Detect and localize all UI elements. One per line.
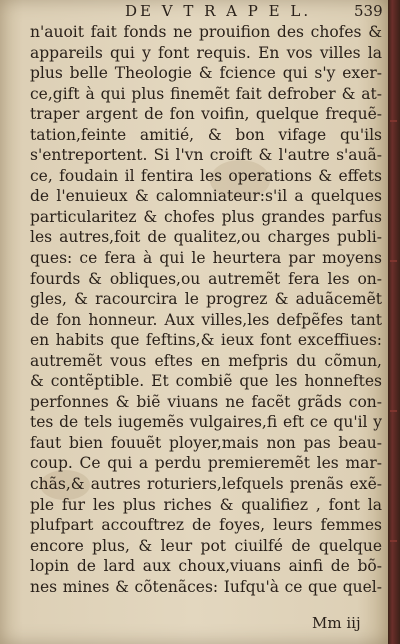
- running-head-title: DE V T R A P E L.: [125, 2, 312, 20]
- text-line: gles, & racourcira le progrez & aduãcemẽt: [30, 290, 382, 309]
- text-line: tes de tels iugemẽs vulgaires,fi eft ce qu'il y: [30, 413, 382, 432]
- text-line: de fon honneur. Aux villes,les defpẽfes tant: [30, 310, 382, 329]
- text-line: particularitez & chofes plus grandes parfus: [30, 207, 382, 226]
- text-line: & contẽptible. Et combiẽ que les honneftes: [30, 372, 382, 391]
- running-head: [0, 2, 388, 22]
- text-line: plufpart accouftrez de foyes, leurs femmes: [30, 516, 382, 535]
- text-line: tation,feinte amitié, & bon vifage qu'ils: [30, 125, 382, 144]
- page-number: 539: [354, 2, 383, 20]
- edge-mark: [390, 540, 397, 542]
- text-line: traper argent de fon voifin, quelque frequẽ-: [30, 105, 382, 124]
- text-line: ce,gift à qui plus finemẽt fait defrober & at-: [30, 84, 382, 103]
- text-line: fourds & obliques,ou autremẽt fera les on-: [30, 269, 382, 288]
- text-line: les autres,foit de qualitez,ou charges publi-: [30, 228, 382, 247]
- text-line: lopin de lard aux choux,viuans ainfi de bõ-: [30, 557, 382, 576]
- text-line: chãs,& autres roturiers,lefquels prenãs exẽ-: [30, 475, 382, 494]
- text-line: de l'enuieux & calomniateur:s'il a quelques: [30, 187, 382, 206]
- edge-mark: [390, 120, 397, 122]
- book-edge: [388, 0, 400, 644]
- text-line: en habits que feftins,& ieux font exceffiues:: [30, 331, 382, 350]
- text-line: s'entreportent. Si l'vn croift & l'autre s'auã-: [30, 146, 382, 165]
- text-line: nes mines & cõtenãces: Iufqu'à ce que quel-: [30, 577, 382, 596]
- signature-mark: Mm iij: [312, 614, 361, 632]
- text-line: plus belle Theologie & fcience qui s'y exer-: [30, 64, 382, 83]
- edge-mark: [390, 260, 397, 262]
- text-line: perfonnes & biẽ viuans ne facẽt grãds con-: [30, 392, 382, 411]
- text-line: faut bien fouuẽt ployer,mais non pas beau-: [30, 433, 382, 452]
- body-text: [30, 22, 382, 597]
- edge-mark: [390, 410, 397, 412]
- text-line: n'auoit fait fonds ne prouifion des chofes &: [30, 23, 382, 41]
- text-line: coup. Ce qui a perdu premieremẽt les mar-: [30, 454, 382, 473]
- text-line: ple fur les plus riches & qualifiez , font la: [30, 495, 382, 514]
- text-line: appareils qui y font requis. En vos villes la: [30, 43, 382, 62]
- text-line: encore plus, & leur pot ciuilfé de quelque: [30, 536, 382, 555]
- text-line: ce, foudain il fentira les operations & effets: [30, 166, 382, 185]
- text-line: ques: ce fera à qui le heurtera par moyens: [30, 249, 382, 268]
- text-line: autremẽt vous eftes en mefpris du cõmun,: [30, 351, 382, 370]
